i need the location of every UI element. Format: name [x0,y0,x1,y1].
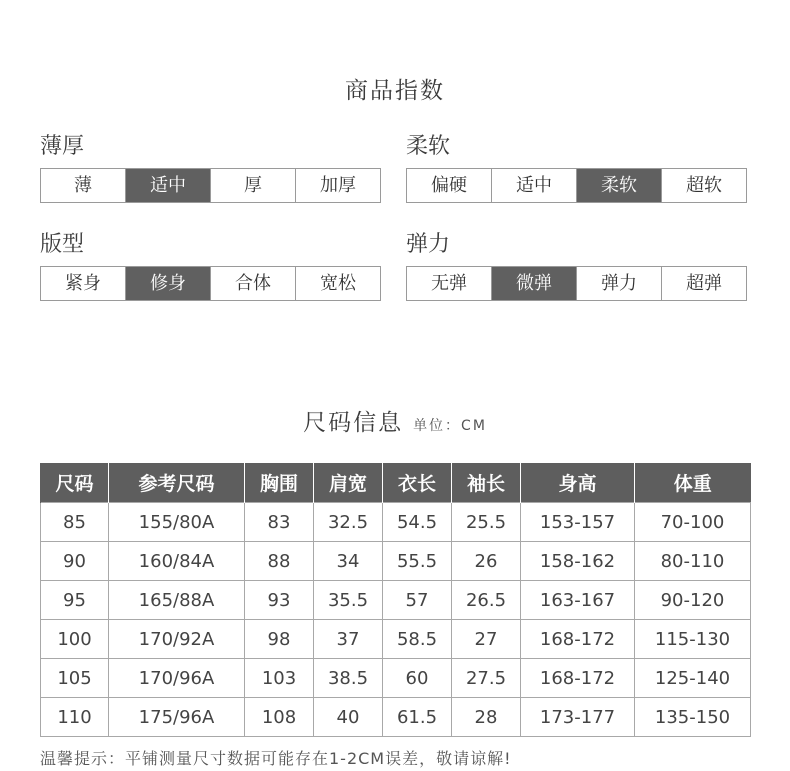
size-table-header-row [41,463,751,503]
softness-group [406,132,747,203]
header-sleeve: 袖长 [452,463,521,503]
table-cell: 153-157 [521,503,635,542]
table-cell: 110 [41,698,109,737]
table-cell: 25.5 [452,503,521,542]
elasticity-group [406,230,747,301]
table-cell: 60 [383,659,452,698]
table-cell: 170/96A [109,659,245,698]
fit-label: 版型 [40,232,85,257]
fit-group [40,230,381,301]
product-index-title: 商品指数 [345,78,445,104]
table-cell: 55.5 [383,542,452,581]
elasticity-option: 弹力 [576,267,661,300]
table-cell: 27.5 [452,659,521,698]
size-info-header [0,404,790,437]
table-cell: 115-130 [635,620,751,659]
table-cell: 163-167 [521,581,635,620]
table-cell: 165/88A [109,581,245,620]
table-cell: 135-150 [635,698,751,737]
thickness-label: 薄厚 [40,134,85,159]
header-height: 身高 [521,463,635,503]
softness-options [406,168,747,203]
table-cell: 40 [314,698,383,737]
fit-option: 合体 [210,267,295,300]
table-cell: 155/80A [109,503,245,542]
table-cell: 168-172 [521,620,635,659]
fit-option: 修身 [125,267,210,300]
table-cell: 85 [41,503,109,542]
table-cell: 93 [245,581,314,620]
header-size: 尺码 [41,463,109,503]
table-cell: 160/84A [109,542,245,581]
unit-label: 单位：CM [413,418,487,434]
table-row [41,659,751,698]
table-cell: 83 [245,503,314,542]
table-cell: 103 [245,659,314,698]
fit-option: 宽松 [295,267,380,300]
table-cell: 28 [452,698,521,737]
thickness-option: 厚 [210,169,295,202]
softness-label: 柔软 [406,134,451,159]
header-weight: 体重 [635,463,751,503]
table-cell: 37 [314,620,383,659]
table-cell: 98 [245,620,314,659]
elasticity-option: 无弹 [431,273,467,294]
table-cell: 61.5 [383,698,452,737]
table-cell: 100 [41,620,109,659]
size-table [40,463,751,737]
table-cell: 38.5 [314,659,383,698]
elasticity-options [406,266,747,301]
table-cell: 58.5 [383,620,452,659]
table-cell: 158-162 [521,542,635,581]
measurement-note: 温馨提示：平铺测量尺寸数据可能存在1-2CM误差，敬请谅解! [40,749,512,768]
table-row [41,581,751,620]
table-cell: 35.5 [314,581,383,620]
softness-option: 偏硬 [431,175,467,196]
table-row [41,503,751,542]
table-cell: 168-172 [521,659,635,698]
thickness-group [40,132,381,203]
table-cell: 27 [452,620,521,659]
size-info-title: 尺码信息 [303,410,404,436]
table-row [41,698,751,737]
table-cell: 175/96A [109,698,245,737]
header-shoulder: 肩宽 [314,463,383,503]
header-chest: 胸围 [245,463,314,503]
table-cell: 108 [245,698,314,737]
table-cell: 88 [245,542,314,581]
table-cell: 90-120 [635,581,751,620]
table-cell: 54.5 [383,503,452,542]
thickness-options [40,168,381,203]
softness-option: 适中 [491,169,576,202]
fit-options [40,266,381,301]
elasticity-option: 超弹 [661,267,746,300]
table-cell: 70-100 [635,503,751,542]
table-row [41,542,751,581]
thickness-option: 薄 [74,175,92,196]
elasticity-label: 弹力 [406,232,451,257]
table-cell: 90 [41,542,109,581]
thickness-option: 适中 [125,169,210,202]
table-cell: 57 [383,581,452,620]
softness-option: 柔软 [576,169,661,202]
table-row [41,620,751,659]
thickness-option: 加厚 [295,169,380,202]
table-cell: 173-177 [521,698,635,737]
table-cell: 26.5 [452,581,521,620]
table-cell: 105 [41,659,109,698]
header-reference-size: 参考尺码 [109,463,245,503]
softness-option: 超软 [661,169,746,202]
table-cell: 95 [41,581,109,620]
table-cell: 34 [314,542,383,581]
table-cell: 26 [452,542,521,581]
table-cell: 125-140 [635,659,751,698]
elasticity-option: 微弹 [491,267,576,300]
fit-option: 紧身 [65,273,101,294]
table-cell: 170/92A [109,620,245,659]
table-cell: 32.5 [314,503,383,542]
header-length: 衣长 [383,463,452,503]
table-cell: 80-110 [635,542,751,581]
